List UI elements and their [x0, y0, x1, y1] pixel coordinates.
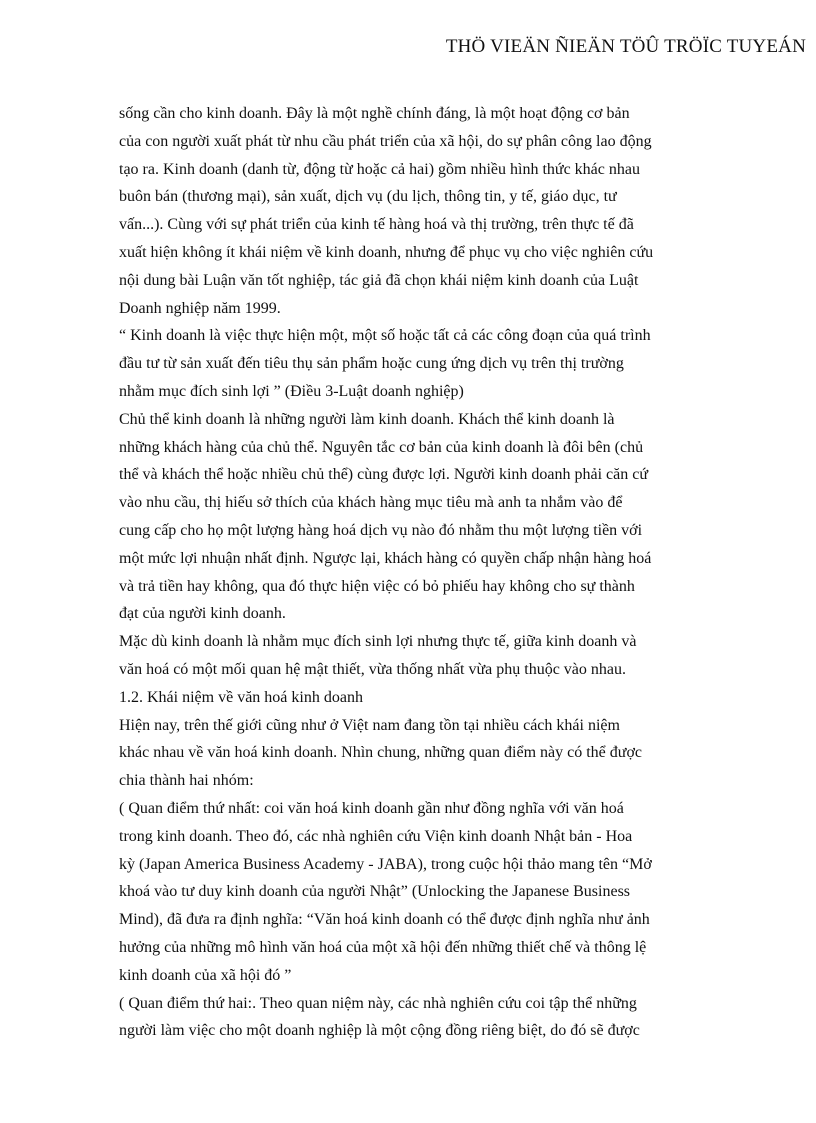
- text-line: nội dung bài Luận văn tốt nghiệp, tác giả đã chọn khái niệm kinh doanh của Luật: [119, 271, 639, 289]
- text-line: những khách hàng của chủ thể. Nguyên tắc cơ bản của kinh doanh là đôi bên (chủ: [119, 438, 644, 456]
- text-line: một mức lợi nhuận nhất định. Ngược lại, khách hàng có quyền chấp nhận hàng hoá: [119, 549, 652, 567]
- text-line: trong kinh doanh. Theo đó, các nhà nghiên cứu Viện kinh doanh Nhật bản - Hoa: [119, 827, 633, 845]
- text-line: ( Quan điểm thứ hai:. Theo quan niệm này, các nhà nghiên cứu coi tập thể những: [119, 994, 637, 1012]
- document-body: [119, 100, 719, 1045]
- text-line: kinh doanh của xã hội đó ”: [119, 966, 292, 984]
- text-line: sống cần cho kinh doanh. Đây là một nghề chính đáng, là một hoạt động cơ bản: [119, 105, 630, 122]
- text-line: cung cấp cho họ một lượng hàng hoá dịch vụ nào đó nhằm thu một lượng tiền với: [119, 521, 643, 539]
- text-line: Hiện nay, trên thế giới cũng như ở Việt nam đang tồn tại nhiều cách khái niệm: [119, 716, 620, 734]
- text-line: khoá vào tư duy kinh doanh của người Nhật” (Unlocking the Japanese Business: [119, 883, 631, 901]
- text-line: người làm việc cho một doanh nghiệp là một cộng đồng riêng biệt, do đó sẽ được: [119, 1022, 640, 1040]
- quote-line: đầu tư từ sản xuất đến tiêu thụ sản phẩm hoặc cung ứng dịch vụ trên thị trường: [119, 355, 624, 373]
- text-line: Mind), đã đưa ra định nghĩa: “Văn hoá kinh doanh có thể được định nghĩa như ảnh: [119, 911, 650, 929]
- text-line: văn hoá có một mối quan hệ mật thiết, vừa thống nhất vừa phụ thuộc vào nhau.: [119, 660, 627, 678]
- text-line: Doanh nghiệp năm 1999.: [119, 299, 281, 317]
- text-line: chia thành hai nhóm:: [119, 772, 254, 790]
- text-line: kỳ (Japan America Business Academy - JABA), trong cuộc hội thảo mang tên “Mở: [119, 855, 652, 873]
- text-line: Mặc dù kinh doanh là nhằm mục đích sinh lợi nhưng thực tế, giữa kinh doanh và: [119, 633, 637, 651]
- text-line: vào nhu cầu, thị hiếu sở thích của khách hàng mục tiêu mà anh ta nhắm vào để: [119, 494, 623, 512]
- page-header-title: THÖ VIEÄN ÑIEÄN TÖÛ TRÖÏC TUYEÁN: [445, 36, 806, 57]
- text-line: ( Quan điểm thứ nhất: coi văn hoá kinh doanh gần như đồng nghĩa với văn hoá: [119, 799, 624, 817]
- section-heading: 1.2. Khái niệm về văn hoá kinh doanh: [119, 688, 363, 706]
- text-line: và trả tiền hay không, qua đó thực hiện việc có bỏ phiếu hay không cho sự thành: [119, 577, 635, 595]
- text-line: Chủ thể kinh doanh là những người làm kinh doanh. Khách thể kinh doanh là: [119, 410, 615, 428]
- quote-line: nhằm mục đích sinh lợi ” (Điều 3-Luật doanh nghiệp): [119, 382, 464, 400]
- text-line: của con người xuất phát từ nhu cầu phát triển của xã hội, do sự phân công lao động: [119, 132, 652, 150]
- text-line: hưởng của những mô hình văn hoá của một xã hội đến những thiết chế và thông lệ: [119, 938, 647, 956]
- text-line: xuất hiện không ít khái niệm về kinh doanh, nhưng để phục vụ cho việc nghiên cứu: [119, 243, 654, 261]
- quote-line: “ Kinh doanh là việc thực hiện một, một số hoặc tất cả các công đoạn của quá trình: [119, 327, 651, 345]
- text-line: thể và khách thể hoặc nhiều chủ thể) cùng được lợi. Người kinh doanh phải căn cứ: [119, 466, 649, 484]
- text-line: vấn...). Cùng với sự phát triển của kinh tế hàng hoá và thị trường, trên thực tế đã: [119, 216, 634, 234]
- text-line: đạt của người kinh doanh.: [119, 605, 286, 623]
- text-line: khác nhau về văn hoá kinh doanh. Nhìn chung, những quan điểm này có thể được: [119, 744, 643, 762]
- text-line: buôn bán (thương mại), sản xuất, dịch vụ (du lịch, thông tin, y tế, giáo dục, tư: [119, 188, 617, 206]
- text-line: tạo ra. Kinh doanh (danh từ, động từ hoặc cả hai) gồm nhiều hình thức khác nhau: [119, 160, 640, 178]
